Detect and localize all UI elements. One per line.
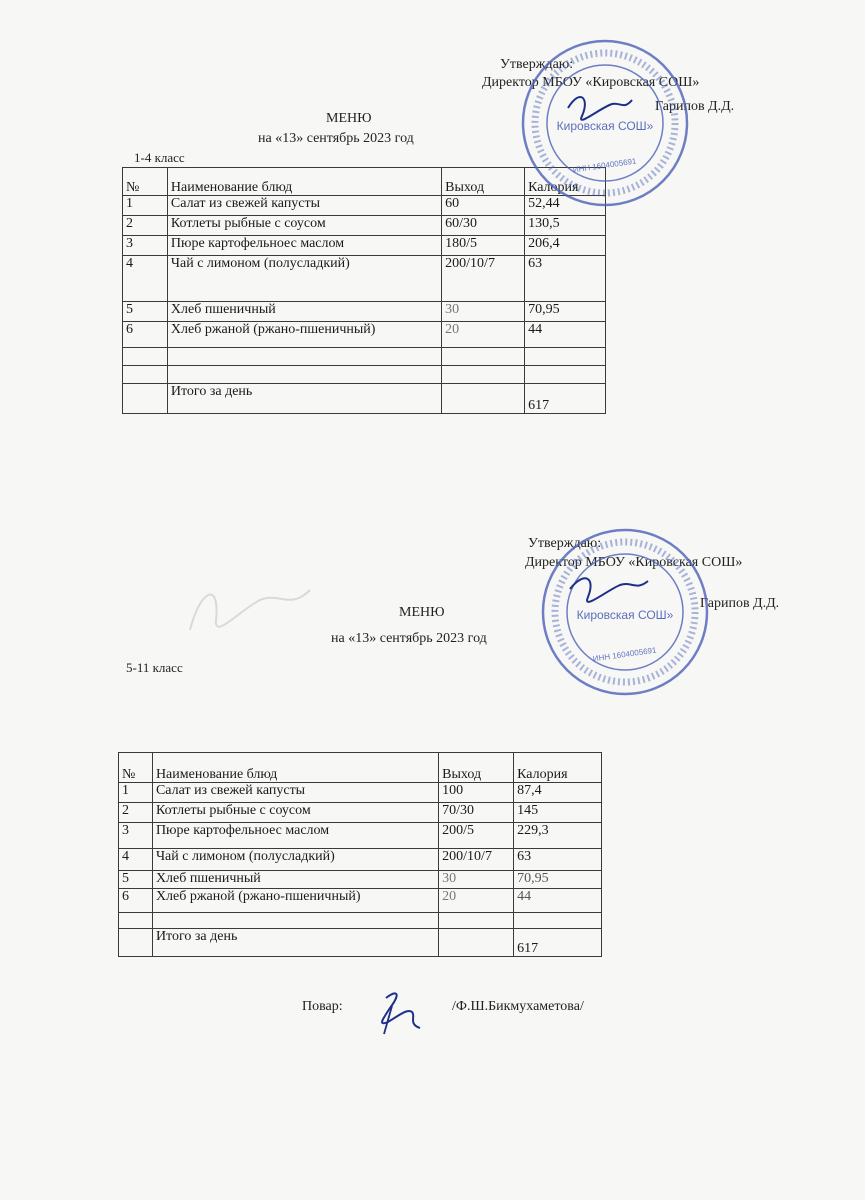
row-out: 30 — [442, 302, 525, 322]
row-out: 20 — [439, 889, 514, 913]
row-cal: 44 — [514, 889, 602, 913]
row-name: Хлеб ржаной (ржано-пшеничный) — [152, 889, 438, 913]
col-cal-header: Калория — [525, 168, 606, 196]
row-num: 2 — [119, 803, 153, 823]
col-name-header: Наименование блюд — [167, 168, 441, 196]
table-row-empty — [119, 913, 602, 929]
approve-label-1: Утверждаю: — [500, 57, 574, 72]
row-cal: 63 — [514, 849, 602, 871]
col-name-header: Наименование блюд — [152, 753, 438, 783]
total-label: Итого за день — [167, 384, 441, 414]
row-name: Хлеб пшеничный — [152, 871, 438, 889]
row-name: Чай с лимоном (полусладкий) — [167, 256, 441, 302]
table-header — [119, 753, 602, 783]
menu-date-1: на «13» сентябрь 2023 год — [258, 131, 414, 146]
director-title-2: Директор МБОУ «Кировская СОШ» — [525, 555, 743, 570]
row-num: 4 — [123, 256, 168, 302]
col-num-header: № — [119, 753, 153, 783]
stamp-inn-text: ИНН 1604005691 — [592, 645, 657, 664]
col-out-header: Выход — [439, 753, 514, 783]
row-num: 1 — [119, 783, 153, 803]
class-label-2: 5-11 класс — [126, 660, 183, 675]
col-out-header: Выход — [442, 168, 525, 196]
row-cal: 63 — [525, 256, 606, 302]
row-name: Хлеб пшеничный — [167, 302, 441, 322]
table-row — [123, 302, 606, 322]
menu-title-1: МЕНЮ — [326, 111, 372, 126]
col-cal-header: Калория — [514, 753, 602, 783]
menu-date-2: на «13» сентябрь 2023 год — [331, 631, 487, 646]
table-row-empty — [123, 366, 606, 384]
table-row — [119, 803, 602, 823]
row-cal: 44 — [525, 322, 606, 348]
director-name-1: Гарипов Д.Д. — [655, 99, 735, 114]
table-row — [119, 783, 602, 803]
row-cal: 130,5 — [525, 216, 606, 236]
total-value: 617 — [525, 384, 606, 414]
table-row — [123, 236, 606, 256]
cook-name: /Ф.Ш.Бикмухаметова/ — [452, 999, 584, 1014]
cook-label: Повар: — [302, 999, 343, 1014]
row-name: Котлеты рыбные с соусом — [167, 216, 441, 236]
row-num: 2 — [123, 216, 168, 236]
row-name: Салат из свежей капусты — [152, 783, 438, 803]
table-row — [123, 196, 606, 216]
row-cal: 229,3 — [514, 823, 602, 849]
total-row — [119, 929, 602, 957]
row-num: 3 — [119, 823, 153, 849]
row-cal: 52,44 — [525, 196, 606, 216]
table-row — [123, 256, 606, 302]
table-row — [123, 322, 606, 348]
menu-table-2 — [118, 752, 602, 957]
row-name: Пюре картофельноес маслом — [167, 236, 441, 256]
director-name-2: Гарипов Д.Д. — [700, 596, 780, 611]
table-row — [119, 871, 602, 889]
row-num: 6 — [119, 889, 153, 913]
stamp-center-text: Кировская СОШ» — [556, 119, 654, 133]
row-cal: 70,95 — [525, 302, 606, 322]
menu-title-2: МЕНЮ — [399, 605, 445, 620]
row-out: 100 — [439, 783, 514, 803]
row-out: 60/30 — [442, 216, 525, 236]
stamp-center-text: Кировская СОШ» — [576, 608, 674, 622]
row-cal: 206,4 — [525, 236, 606, 256]
row-num: 6 — [123, 322, 168, 348]
table-row — [119, 849, 602, 871]
row-num: 5 — [123, 302, 168, 322]
row-out: 30 — [439, 871, 514, 889]
row-out: 200/10/7 — [442, 256, 525, 302]
cook-signature-icon — [368, 986, 428, 1038]
row-out: 180/5 — [442, 236, 525, 256]
row-name: Котлеты рыбные с соусом — [152, 803, 438, 823]
row-num: 3 — [123, 236, 168, 256]
table-row-empty — [123, 348, 606, 366]
col-num-header: № — [123, 168, 168, 196]
school-stamp-icon — [540, 527, 710, 697]
row-name: Пюре картофельноес маслом — [152, 823, 438, 849]
table-row — [123, 216, 606, 236]
table-header — [123, 168, 606, 196]
row-name: Хлеб ржаной (ржано-пшеничный) — [167, 322, 441, 348]
total-row — [123, 384, 606, 414]
row-num: 4 — [119, 849, 153, 871]
row-num: 1 — [123, 196, 168, 216]
total-value: 617 — [514, 929, 602, 957]
bleed-through-signature-icon — [180, 570, 320, 650]
total-label: Итого за день — [152, 929, 438, 957]
table-row — [119, 823, 602, 849]
class-label-1: 1-4 класс — [134, 150, 185, 165]
table-row — [119, 889, 602, 913]
stamp-inn-text: ИНН 1604005691 — [572, 156, 637, 175]
approve-label-2: Утверждаю: — [528, 536, 602, 551]
menu-table-1 — [122, 167, 606, 414]
row-out: 200/10/7 — [439, 849, 514, 871]
director-title-1: Директор МБОУ «Кировская СОШ» — [482, 75, 700, 90]
row-out: 70/30 — [439, 803, 514, 823]
row-num: 5 — [119, 871, 153, 889]
row-name: Салат из свежей капусты — [167, 196, 441, 216]
row-out: 20 — [442, 322, 525, 348]
row-name: Чай с лимоном (полусладкий) — [152, 849, 438, 871]
row-cal: 70,95 — [514, 871, 602, 889]
row-out: 60 — [442, 196, 525, 216]
row-out: 200/5 — [439, 823, 514, 849]
row-cal: 87,4 — [514, 783, 602, 803]
row-cal: 145 — [514, 803, 602, 823]
